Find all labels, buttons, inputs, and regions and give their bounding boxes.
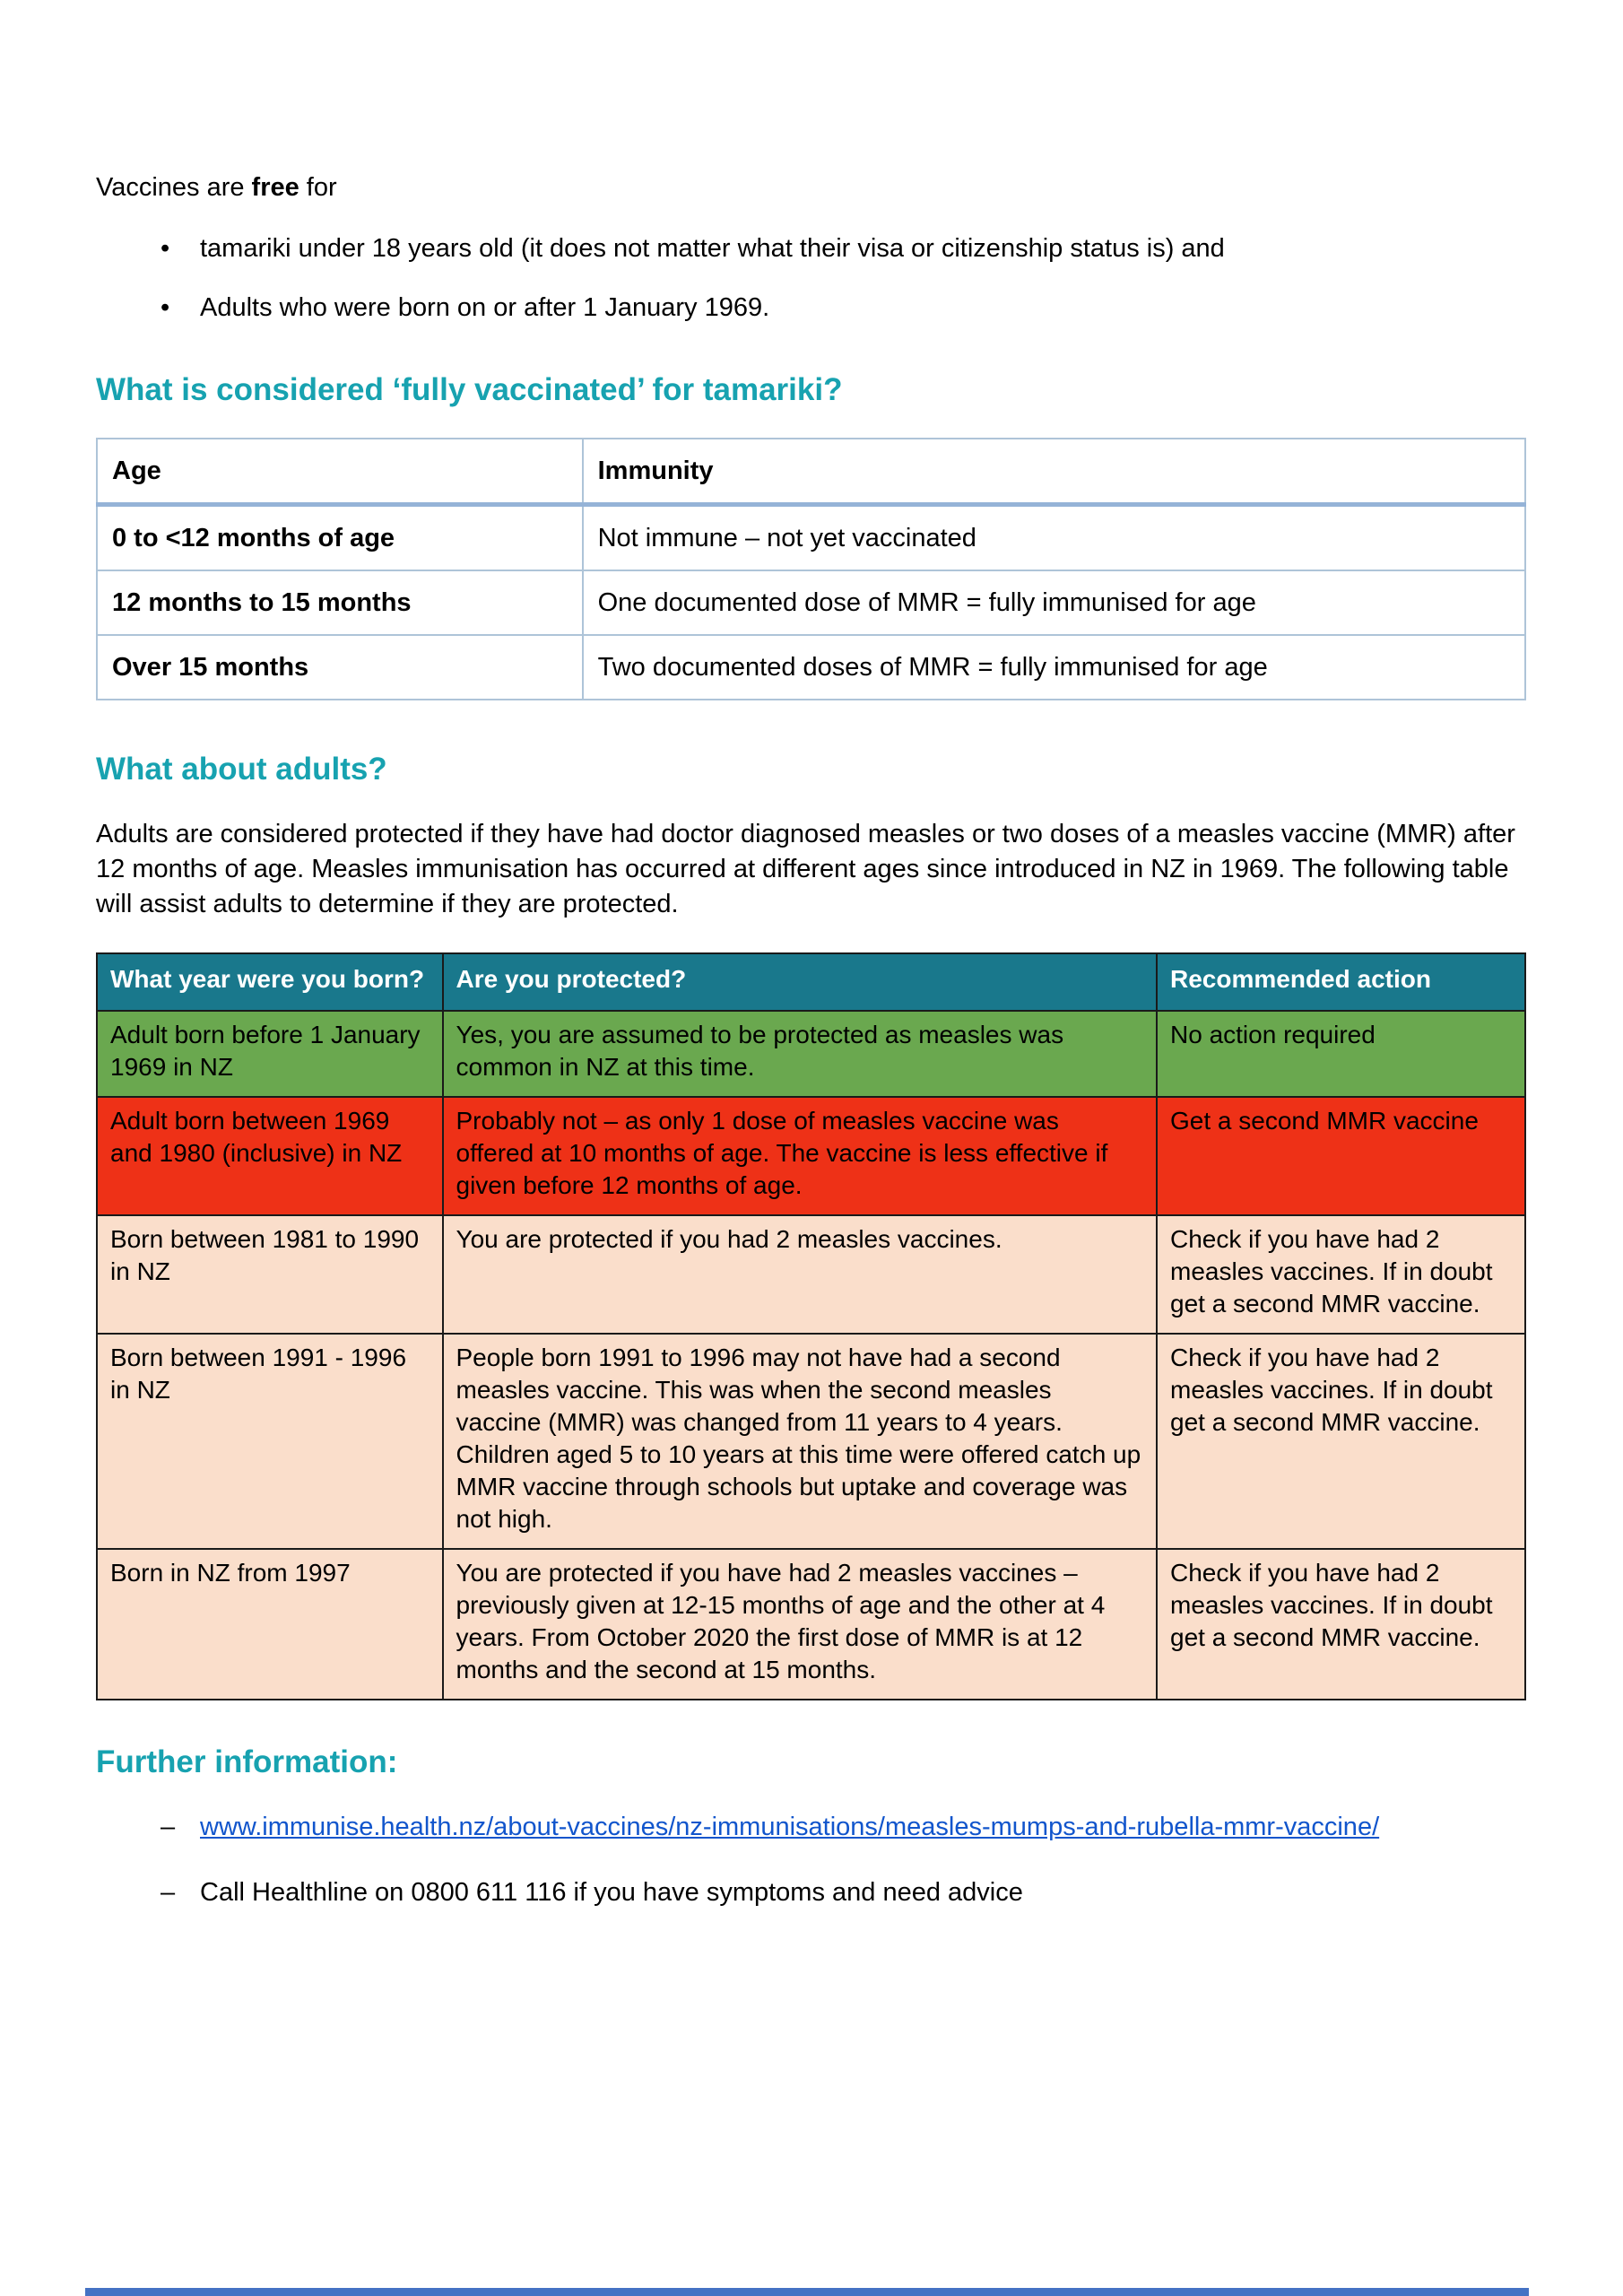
bullet-icon: • [161,293,170,322]
cell-protected: Yes, you are assumed to be protected as measles was common in NZ at this time. [443,1011,1158,1097]
cell-age: 0 to <12 months of age [97,505,583,571]
list-item [96,231,1526,265]
intro-prefix: Vaccines are [96,173,252,202]
table-row [97,570,1525,635]
table-row-from-1997 [97,1549,1525,1700]
cell-immunity: Two documented doses of MMR = fully immunised for age [583,635,1525,700]
table-header-row [97,953,1525,1011]
bullet-icon: • [161,234,170,263]
cell-action: Check if you have had 2 measles vaccines. If in doubt get a second MMR vaccine. [1157,1549,1525,1700]
immunise-health-link[interactable]: www.immunise.health.nz/about-vaccines/nz-immunisations/measles-mumps-and-rubella-mmr-vaccine/ [200,1813,1380,1841]
cell-protected: You are protected if you had 2 measles vaccines. [443,1215,1158,1334]
cell-born: Born between 1981 to 1990 in NZ [97,1215,443,1334]
table-row-1969-1980 [97,1097,1525,1215]
cell-born: Born in NZ from 1997 [97,1549,443,1700]
list-item [96,1810,1526,1845]
dash-bullet-icon: – [161,1813,176,1841]
heading-fully-vaccinated-tamariki: What is considered ‘fully vaccinated’ for tamariki? [96,372,843,407]
table-row-1981-1990 [97,1215,1525,1334]
list-item [96,291,1526,325]
bullet-text-tamariki: tamariki under 18 years old (it does not matter what their visa or citizenship status is) and [200,234,1225,263]
cell-immunity: One documented dose of MMR = fully immunised for age [583,570,1525,635]
cell-protected: Probably not – as only 1 dose of measles vaccine was offered at 10 months of age. The vaccine is less effective if given before 12 months of age. [443,1097,1158,1215]
free-vaccine-bullet-list [96,231,1526,325]
cell-action: Get a second MMR vaccine [1157,1097,1525,1215]
table-header-row [97,439,1525,505]
column-header-protected: Are you protected? [443,953,1158,1011]
cell-protected: People born 1991 to 1996 may not have had a second measles vaccine. This was when the second measles vaccine (MMR) was changed from 11 years to 4 years. Children aged 5 to 10 years at this time were offered catch up MMR vaccine through schools but uptake and coverage was not high. [443,1334,1158,1549]
column-header-year-born: What year were you born? [97,953,443,1011]
table-row [97,505,1525,571]
column-header-action: Recommended action [1157,953,1525,1011]
intro-bold-free: free [251,173,299,202]
bullet-text-adults: Adults who were born on or after 1 January 1969. [200,293,770,322]
cell-age: Over 15 months [97,635,583,700]
list-item [96,1875,1526,1910]
heading-what-about-adults: What about adults? [96,752,387,787]
cell-action: No action required [1157,1011,1525,1097]
cell-age: 12 months to 15 months [97,570,583,635]
dash-bullet-icon: – [161,1878,176,1907]
cell-born: Adult born between 1969 and 1980 (inclusive) in NZ [97,1097,443,1215]
healthline-text: Call Healthline on 0800 611 116 if you have symptoms and need advice [200,1878,1023,1907]
table-row-before-1969 [97,1011,1525,1097]
adults-protection-table [96,952,1526,1700]
cell-immunity: Not immune – not yet vaccinated [583,505,1525,571]
heading-further-information: Further information: [96,1744,398,1779]
intro-paragraph [96,170,1526,204]
cell-action: Check if you have had 2 measles vaccines. If in doubt get a second MMR vaccine. [1157,1334,1525,1549]
table-row [97,635,1525,700]
adults-paragraph: Adults are considered protected if they have had doctor diagnosed measles or two doses of a measles vaccine (MMR) after 12 months of age. Measles immunisation has occurred at different ages since introduced in NZ in 1969. The following table will assist adults to determine if they are protected. [96,820,1515,918]
footer-accent-bar [85,2288,1529,2296]
tamariki-immunity-table [96,438,1526,700]
cell-protected: You are protected if you have had 2 measles vaccines – previously given at 12-15 months of age and the other at 4 years. From October 2020 the first dose of MMR is at 12 months and the second at 15 months. [443,1549,1158,1700]
cell-action: Check if you have had 2 measles vaccines. If in doubt get a second MMR vaccine. [1157,1215,1525,1334]
further-info-list [96,1810,1526,1910]
column-header-immunity: Immunity [583,439,1525,505]
table-row-1991-1996 [97,1334,1525,1549]
column-header-age: Age [97,439,583,505]
cell-born: Adult born before 1 January 1969 in NZ [97,1011,443,1097]
intro-suffix: for [299,173,337,202]
cell-born: Born between 1991 - 1996 in NZ [97,1334,443,1549]
